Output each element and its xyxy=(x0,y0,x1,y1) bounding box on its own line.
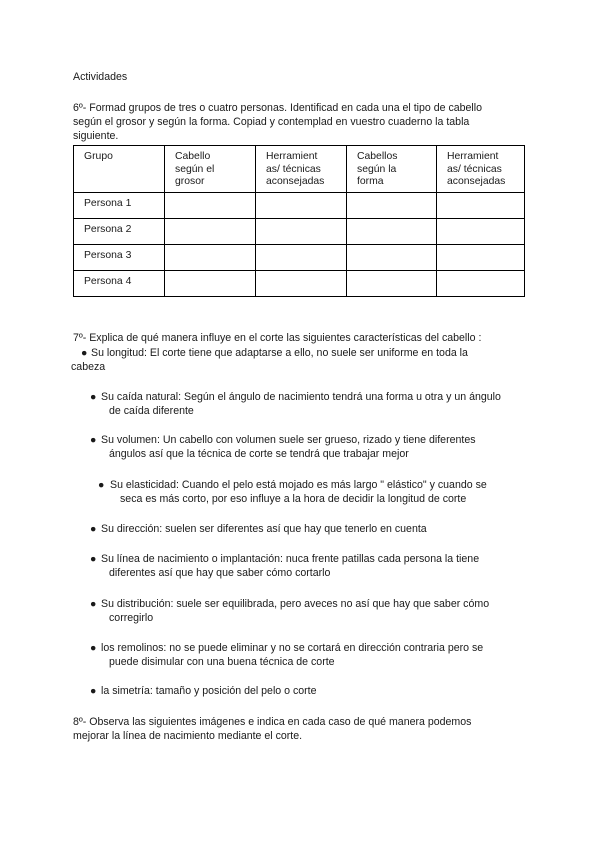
table-empty-cell xyxy=(347,271,437,297)
header-text-line: as/ técnicas xyxy=(266,163,321,175)
header-text-line: Grupo xyxy=(84,151,113,162)
table-header-cell xyxy=(74,146,165,193)
list-item-line: Su dirección: suelen ser diferentes así que hay que tenerlo en cuenta xyxy=(101,523,427,535)
list-item-line: de caída diferente xyxy=(109,405,194,417)
list-item xyxy=(98,478,538,506)
table-empty-cell xyxy=(256,271,347,297)
table-empty-cell xyxy=(437,271,525,297)
header-text-line: aconsejadas xyxy=(266,176,325,187)
table-empty-cell xyxy=(347,219,437,245)
bullet-icon: ● xyxy=(90,523,97,535)
question-6 xyxy=(73,101,533,143)
list-item xyxy=(90,522,530,536)
table-empty-cell xyxy=(165,271,256,297)
table-empty-cell xyxy=(437,245,525,271)
header-text-line: aconsejadas xyxy=(447,176,506,187)
bullet-icon: ● xyxy=(90,642,97,654)
question-7-intro: 7º- Explica de qué manera influye en el corte las siguientes características del cabello : xyxy=(73,332,482,344)
table-empty-cell xyxy=(256,219,347,245)
table-row-label: Persona 3 xyxy=(74,245,165,271)
bullet-icon: ● xyxy=(90,434,97,446)
list-item-line: Su longitud: El corte tiene que adaptarse a ello, no suele ser uniforme en toda la xyxy=(91,347,468,359)
table-empty-cell xyxy=(256,245,347,271)
header-text-line: Herramient xyxy=(447,151,499,162)
list-item xyxy=(90,684,530,698)
list-item-line: Su caída natural: Según el ángulo de nacimiento tendrá una forma u otra y un ángulo xyxy=(101,391,501,403)
list-item-line: ángulos así que la técnica de corte se tendrá que trabajar mejor xyxy=(109,448,409,460)
list-item-line: corregirlo xyxy=(109,612,154,624)
list-item-line: los remolinos: no se puede eliminar y no se cortará en dirección contraria pero se xyxy=(101,642,484,654)
list-item-line: puede disimular con una buena técnica de corte xyxy=(109,656,335,668)
list-item-line: diferentes así que hay que saber cómo cortarlo xyxy=(109,567,331,579)
table-header-cell xyxy=(165,146,256,193)
bullet-icon: ● xyxy=(90,685,97,697)
list-item-line: cabeza xyxy=(71,361,106,373)
table-row xyxy=(74,193,525,219)
bullet-icon: ● xyxy=(81,347,88,359)
list-item xyxy=(90,641,530,669)
table-empty-cell xyxy=(437,219,525,245)
list-item xyxy=(90,597,530,625)
table-row-label: Persona 4 xyxy=(74,271,165,297)
bullet-icon: ● xyxy=(98,479,105,491)
table-empty-cell xyxy=(256,193,347,219)
header-text-line: as/ técnicas xyxy=(447,163,502,175)
list-item-line: Su distribución: suele ser equilibrada, pero aveces no así que hay que saber cómo xyxy=(101,598,490,610)
table-empty-cell xyxy=(347,193,437,219)
table-header-cell xyxy=(347,146,437,193)
bullet-icon: ● xyxy=(90,391,97,403)
question-8 xyxy=(73,715,533,743)
table-row xyxy=(74,245,525,271)
bullet-icon: ● xyxy=(90,598,97,610)
header-text-line: Cabello xyxy=(175,151,211,162)
list-item-line: Su volumen: Un cabello con volumen suele ser grueso, rizado y tiene diferentes xyxy=(101,434,476,446)
table-empty-cell xyxy=(165,193,256,219)
table-empty-cell xyxy=(165,245,256,271)
list-item-line: Su elasticidad: Cuando el pelo está mojado es más largo " elástico" y cuando se xyxy=(110,479,487,491)
table-empty-cell xyxy=(437,193,525,219)
header-text-line: Cabellos xyxy=(357,151,398,162)
table-header-row xyxy=(74,146,525,193)
list-item xyxy=(71,346,521,374)
table-row-label: Persona 2 xyxy=(74,219,165,245)
table-row-label: Persona 1 xyxy=(74,193,165,219)
header-text-line: según la xyxy=(357,163,397,175)
page-title: Actividades xyxy=(73,71,128,83)
question-6-line: 6º- Formad grupos de tres o cuatro personas. Identificad en cada una el tipo de cabello xyxy=(73,102,483,114)
question-8-line: mejorar la línea de nacimiento mediante el corte. xyxy=(73,730,303,742)
list-item-line: Su línea de nacimiento o implantación: nuca frente patillas cada persona la tiene xyxy=(101,553,480,565)
list-item xyxy=(90,552,530,580)
header-text-line: Herramient xyxy=(266,151,318,162)
list-item xyxy=(90,390,530,418)
bullet-icon: ● xyxy=(90,553,97,565)
list-item-line: seca es más corto, por eso influye a la hora de decidir la longitud de corte xyxy=(120,493,467,505)
header-text-line: según el xyxy=(175,163,215,175)
table-row xyxy=(74,219,525,245)
question-8-line: 8º- Observa las siguientes imágenes e indica en cada caso de qué manera podemos xyxy=(73,716,472,728)
question-6-line: siguiente. xyxy=(73,130,119,142)
question-6-line: según el grosor y según la forma. Copiad y contemplad en vuestro cuaderno la tabla xyxy=(73,116,470,128)
table-header-cell xyxy=(256,146,347,193)
table-header-cell xyxy=(437,146,525,193)
list-item xyxy=(90,433,530,461)
list-item-line: la simetría: tamaño y posición del pelo o corte xyxy=(101,685,317,697)
table-row xyxy=(74,271,525,297)
table-empty-cell xyxy=(347,245,437,271)
header-text-line: grosor xyxy=(175,176,205,187)
table-empty-cell xyxy=(165,219,256,245)
header-text-line: forma xyxy=(357,176,384,187)
hair-type-table xyxy=(73,145,525,297)
